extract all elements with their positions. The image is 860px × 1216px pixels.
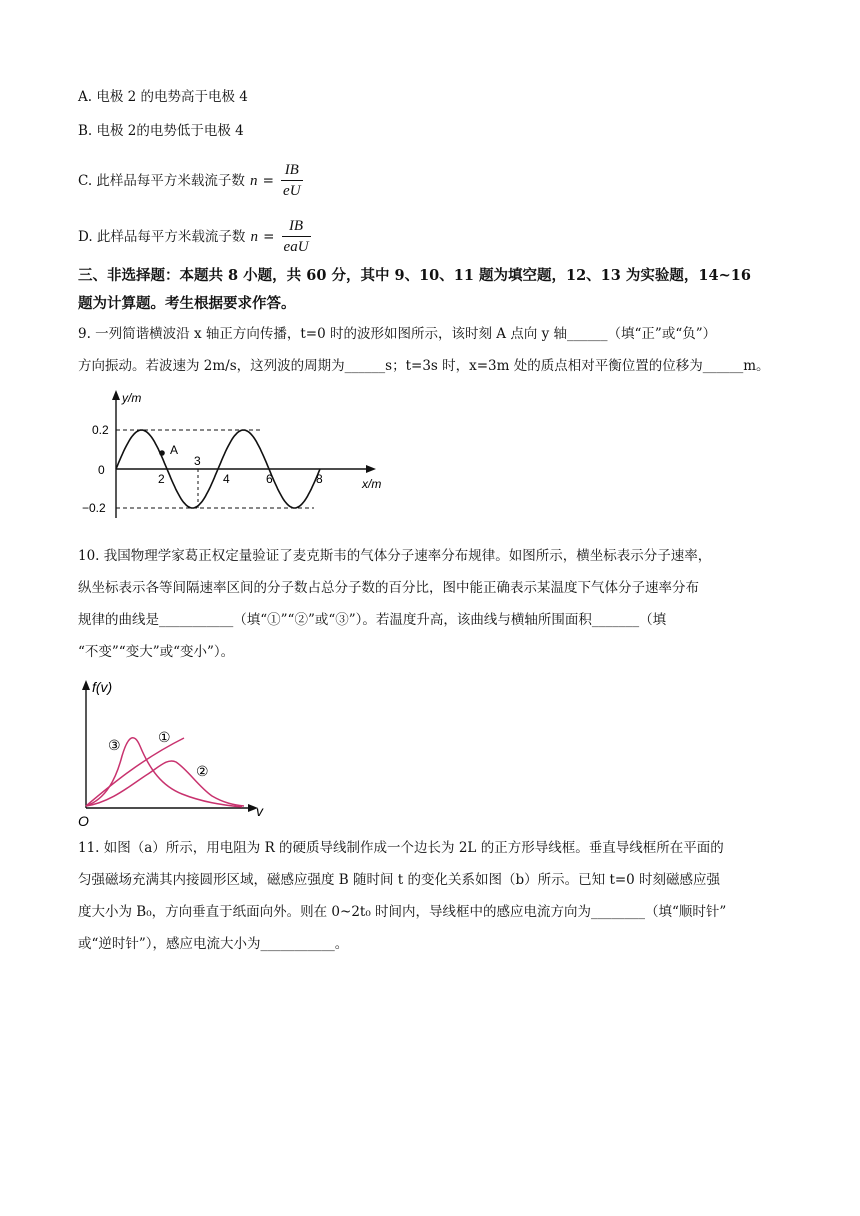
wave-tick-origin: 0	[98, 463, 105, 477]
question-11	[78, 832, 726, 960]
q10-line2: 纵坐标表示各等间隔速率区间的分子数占总分子数的百分比，图中能正确表示某温度下气体分子速率分布	[78, 580, 699, 596]
dist-curve-1	[86, 738, 184, 806]
option-c-text: C. 此样品每平方米载流子数	[78, 173, 245, 189]
section3-line2: 题为计算题。考生根据要求作答。	[78, 295, 296, 312]
option-c-eq: =	[262, 173, 274, 189]
wave-tick-x6: 6	[266, 472, 273, 486]
wave-tick-x4: 4	[223, 472, 230, 486]
q10-line4: “不变”“变大”或“变小”）。	[78, 644, 235, 660]
dist-label-3: ③	[108, 737, 121, 753]
wave-y-arrow	[112, 390, 120, 400]
dist-label-1: ①	[158, 729, 171, 745]
option-c	[78, 160, 303, 201]
wave-point-a	[159, 450, 165, 456]
q10-line1: 10. 我国物理学家葛正权定量验证了麦克斯韦的气体分子速率分布规律。如图所示，横坐标表示分子速率，	[78, 548, 712, 564]
option-d-fraction	[282, 216, 311, 257]
option-a: A. 电极 2 的电势高于电极 4	[78, 89, 248, 105]
option-b: B. 电极 2的电势低于电极 4	[78, 123, 244, 139]
dist-x-label: v	[256, 803, 263, 819]
wave-tick-x8: 8	[316, 472, 323, 486]
option-d-denominator: eaU	[283, 239, 309, 255]
dist-y-arrow	[82, 680, 90, 690]
q9-line2: 方向振动。若波速为 2m/s，这列波的周期为______s；t=3s 时，x=3m 处的质点相对平衡位置的位移为______m。	[78, 358, 770, 374]
wave-y-label: y/m	[122, 391, 142, 405]
option-d-numerator: IB	[282, 216, 311, 237]
q11-line2: 匀强磁场充满其内接圆形区域，磁感应强度 B 随时间 t 的变化关系如图（b）所示。已知 t=0 时刻磁感应强	[78, 872, 721, 888]
option-c-numerator: IB	[281, 160, 303, 181]
question-10	[78, 540, 711, 668]
option-c-var: n	[250, 173, 258, 189]
section3-line1: 三、非选择题：本题共 8 小题，共 60 分，其中 9、10、11 题为填空题，12、13 为实验题，14~16	[78, 267, 751, 284]
wave-tick-x3: 3	[194, 454, 201, 468]
wave-point-a-label: A	[170, 443, 179, 457]
section3-heading	[78, 262, 751, 318]
option-d	[78, 216, 311, 257]
wave-tick-y-neg: −0.2	[82, 501, 106, 515]
wave-tick-y-pos: 0.2	[92, 423, 109, 437]
option-c-fraction	[281, 160, 303, 201]
q11-line4: 或“逆时针”），感应电流大小为___________。	[78, 936, 349, 952]
dist-origin: O	[78, 813, 89, 829]
option-d-var: n	[250, 229, 259, 245]
distribution-figure	[72, 674, 282, 830]
wave-figure	[78, 388, 398, 528]
q10-line3: 规律的曲线是___________（填“①”“②”或“③”）。若温度升高，该曲线与横轴所围面积_______（填	[78, 612, 667, 628]
wave-x-arrow	[366, 465, 376, 473]
option-c-denominator: eU	[283, 183, 301, 199]
wave-tick-x2: 2	[158, 472, 165, 486]
question-9	[78, 318, 770, 382]
q9-line1: 9. 一列简谐横波沿 x 轴正方向传播，t=0 时的波形如图所示，该时刻 A 点向 y 轴______（填“正”或“负”）	[78, 326, 717, 342]
q11-line3: 度大小为 B₀，方向垂直于纸面向外。则在 0~2t₀ 时间内，导线框中的感应电流方向为________（填“顺时针”	[78, 904, 727, 920]
wave-x-label: x/m	[362, 477, 382, 491]
dist-label-2: ②	[196, 763, 209, 779]
option-d-eq: =	[263, 229, 275, 245]
q11-line1: 11. 如图（a）所示，用电阻为 R 的硬质导线制作成一个边长为 2L 的正方形导线框。垂直导线框所在平面的	[78, 840, 724, 856]
option-d-text: D. 此样品每平方米载流子数	[78, 229, 246, 245]
dist-y-label: f(v)	[92, 679, 113, 695]
